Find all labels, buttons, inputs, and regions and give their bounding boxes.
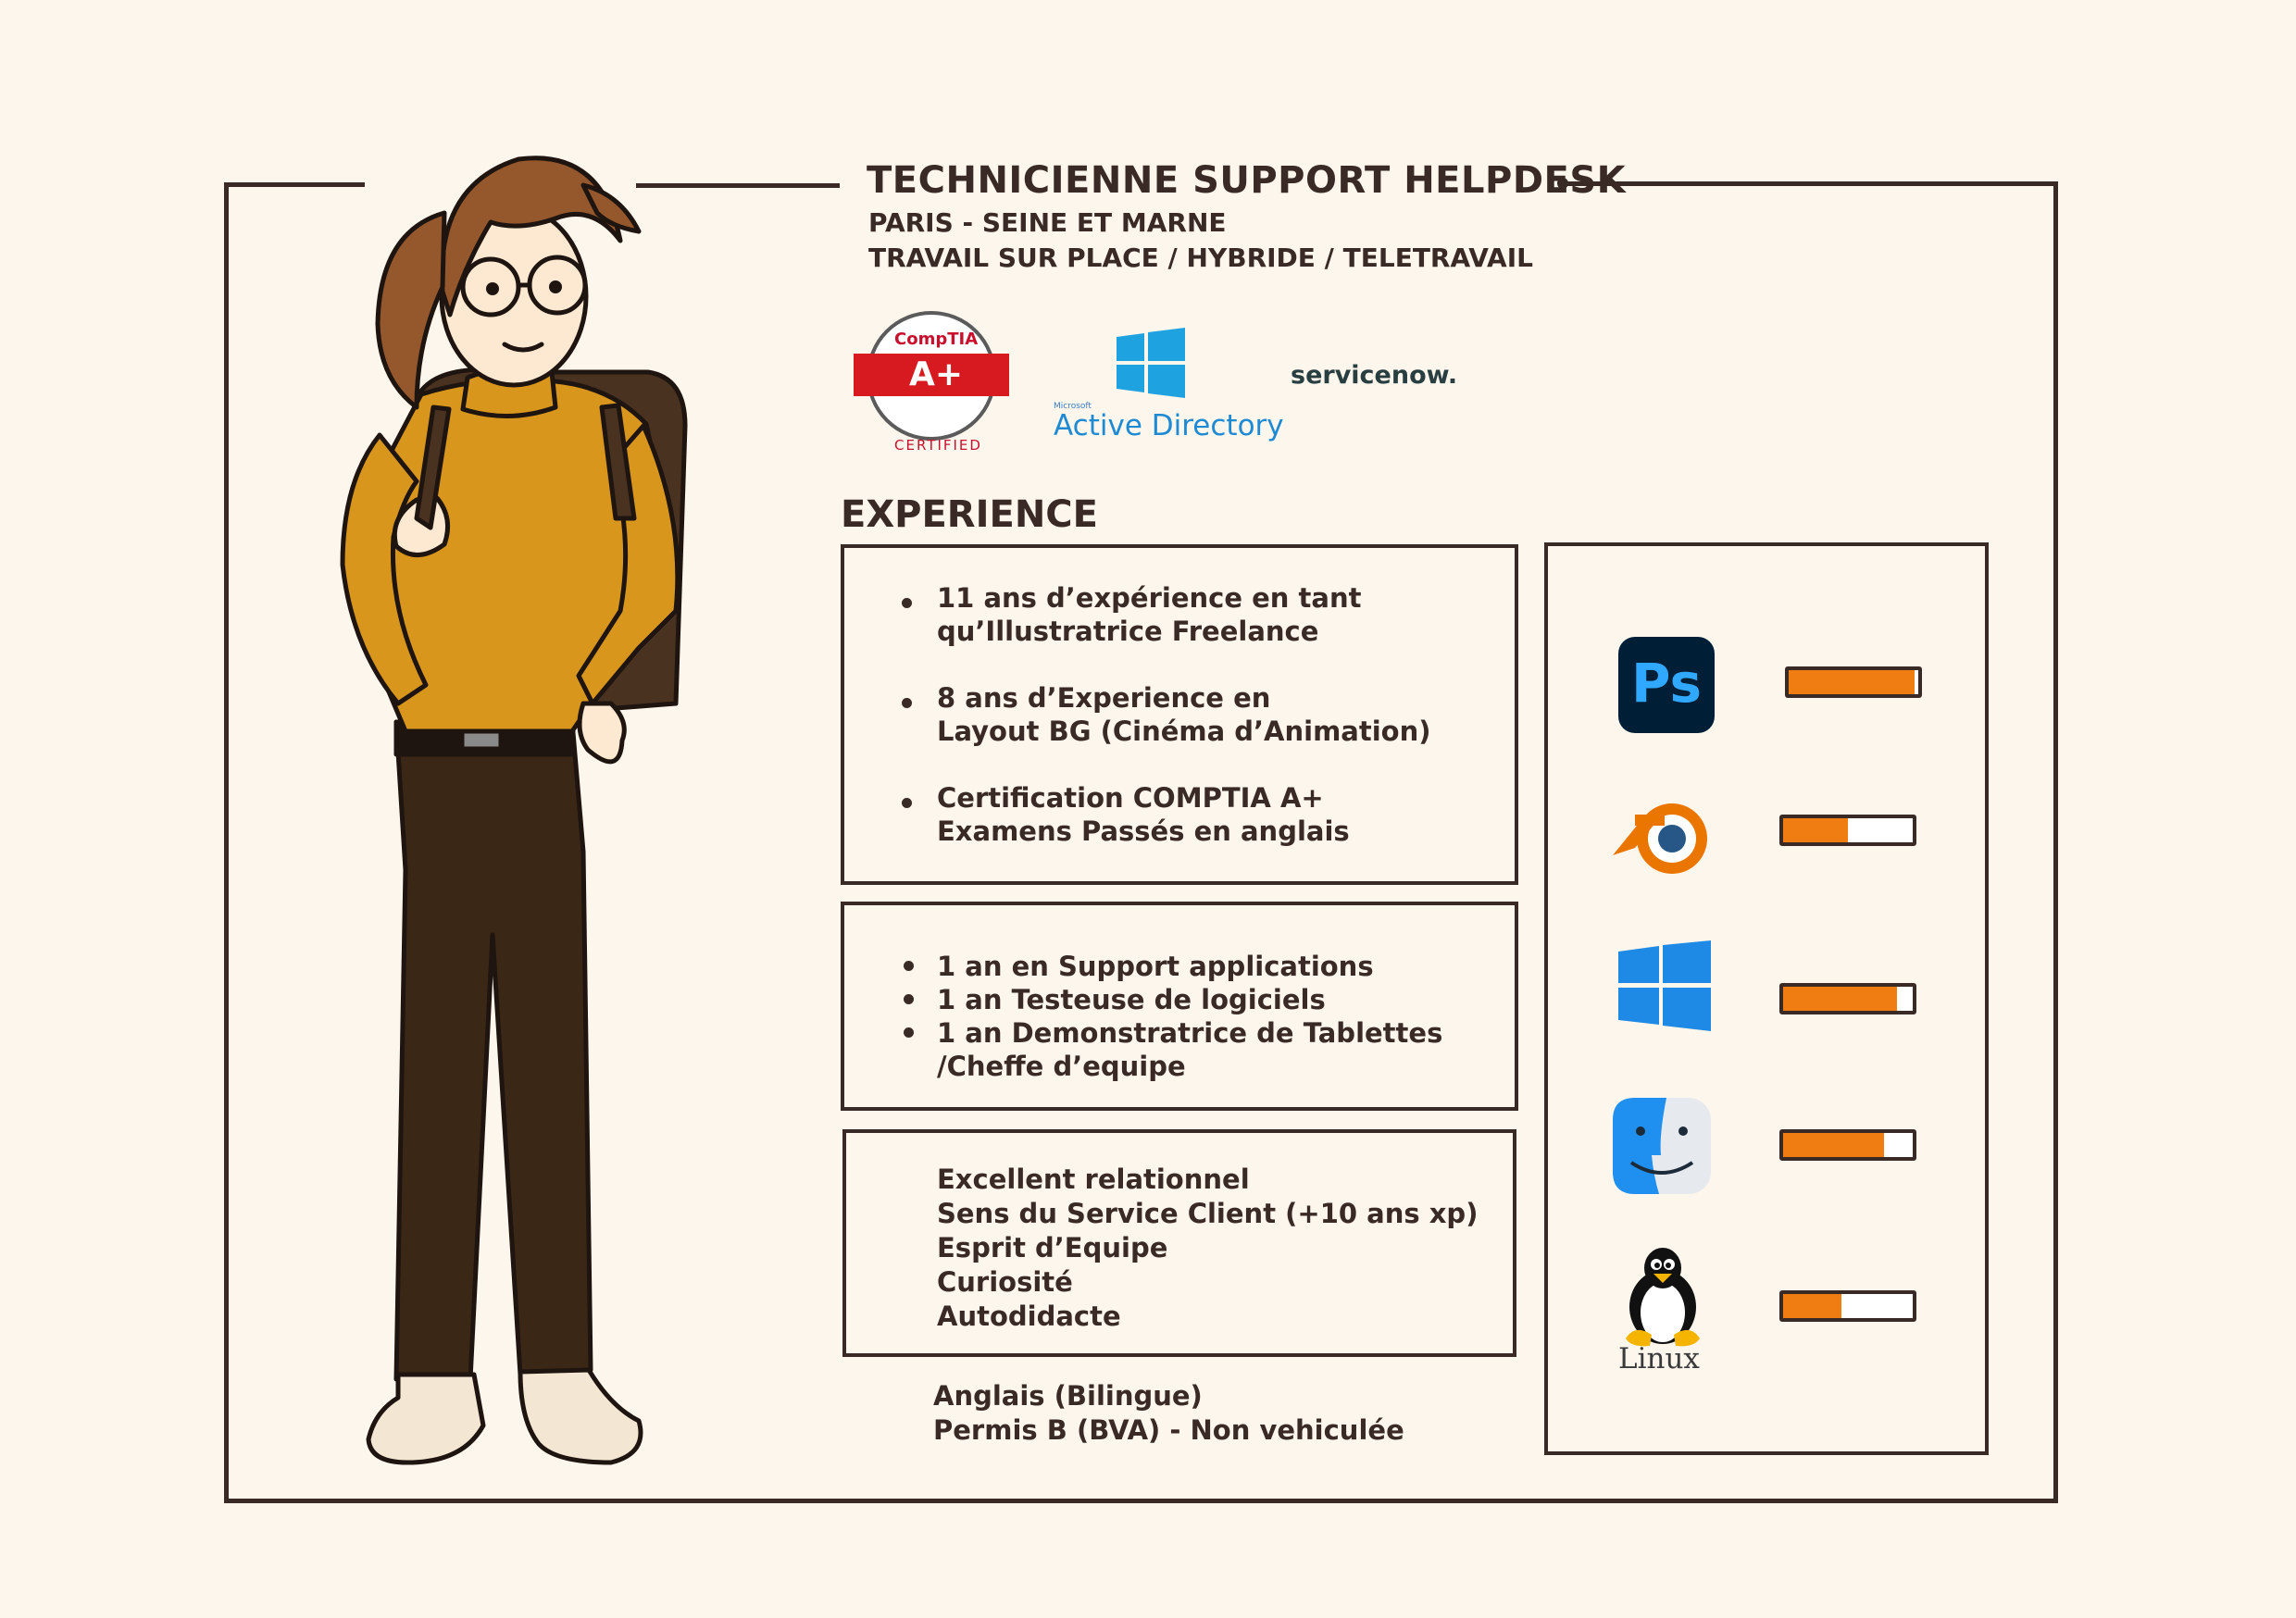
experience-heading: EXPERIENCE [841, 493, 1098, 536]
skill-fill-linux [1783, 1294, 1841, 1318]
comptia-a-plus-badge [854, 311, 1009, 457]
experience-box-support [841, 902, 1518, 1111]
quality-3: Esprit d’Equipe [937, 1232, 1168, 1263]
exp-item-1-line2: qu’Illustratrice Freelance [937, 616, 1319, 647]
skill-fill-photoshop [1789, 670, 1915, 694]
exp-support-4: /Cheffe d’equipe [937, 1051, 1186, 1082]
skill-bar-windows [1779, 983, 1916, 1014]
quality-4: Curiosité [937, 1266, 1073, 1298]
windows-icon [1117, 328, 1185, 398]
driving-license: Permis B (BVA) - Non vehiculée [933, 1414, 1404, 1446]
skill-bar-blender [1779, 815, 1916, 846]
quality-2: Sens du Service Client (+10 ans xp) [937, 1198, 1479, 1229]
skills-box [1544, 542, 1989, 1455]
photoshop-icon-text: Ps [1631, 652, 1703, 715]
photoshop-icon [1618, 637, 1715, 733]
work-mode: TRAVAIL SUR PLACE / HYBRIDE / TELETRAVAIL [868, 243, 1533, 273]
exp-support-3: 1 an Demonstratrice de Tablettes [937, 1017, 1443, 1049]
windows-icon [1618, 940, 1711, 1031]
skill-fill-macos [1783, 1133, 1884, 1157]
exp-item-2-line2: Layout BG (Cinéma d’Animation) [937, 716, 1431, 747]
exp-item-3-line2: Examens Passés en anglais [937, 815, 1350, 847]
comptia-certified: CERTIFIED [894, 437, 982, 454]
ad-vendor: Microsoft [1054, 402, 1092, 411]
finder-icon [1613, 1098, 1711, 1194]
skill-fill-blender [1783, 818, 1848, 842]
skill-bar-macos [1779, 1129, 1916, 1161]
comptia-brand: CompTIA [894, 330, 979, 349]
linux-caption: Linux [1618, 1342, 1700, 1375]
servicenow-logo: servicenow. [1291, 361, 1458, 390]
exp-support-1: 1 an en Support applications [937, 951, 1374, 982]
quality-1: Excellent relationnel [937, 1164, 1250, 1195]
exp-item-3-line1: Certification COMPTIA A+ [937, 782, 1324, 814]
skill-bar-photoshop [1785, 666, 1922, 698]
ad-name: Active Directory [1054, 409, 1284, 442]
blender-icon [1607, 789, 1718, 883]
location: PARIS - SEINE ET MARNE [868, 207, 1227, 238]
quality-5: Autodidacte [937, 1301, 1121, 1332]
experience-box-freelance [841, 544, 1518, 885]
character-illustration [278, 130, 796, 1490]
active-directory-logo [1052, 328, 1284, 448]
qualities-box [842, 1129, 1516, 1357]
exp-support-2: 1 an Testeuse de logiciels [937, 984, 1326, 1015]
language-english: Anglais (Bilingue) [933, 1380, 1203, 1412]
job-title: TECHNICIENNE SUPPORT HELPDESK [867, 159, 1627, 202]
comptia-grade: A+ [909, 355, 964, 393]
skill-fill-windows [1783, 987, 1897, 1011]
linux-tux-icon [1616, 1246, 1709, 1348]
exp-item-2-line1: 8 ans d’Experience en [937, 682, 1271, 714]
skill-bar-linux [1779, 1290, 1916, 1322]
exp-item-1-line1: 11 ans d’expérience en tant [937, 582, 1362, 614]
